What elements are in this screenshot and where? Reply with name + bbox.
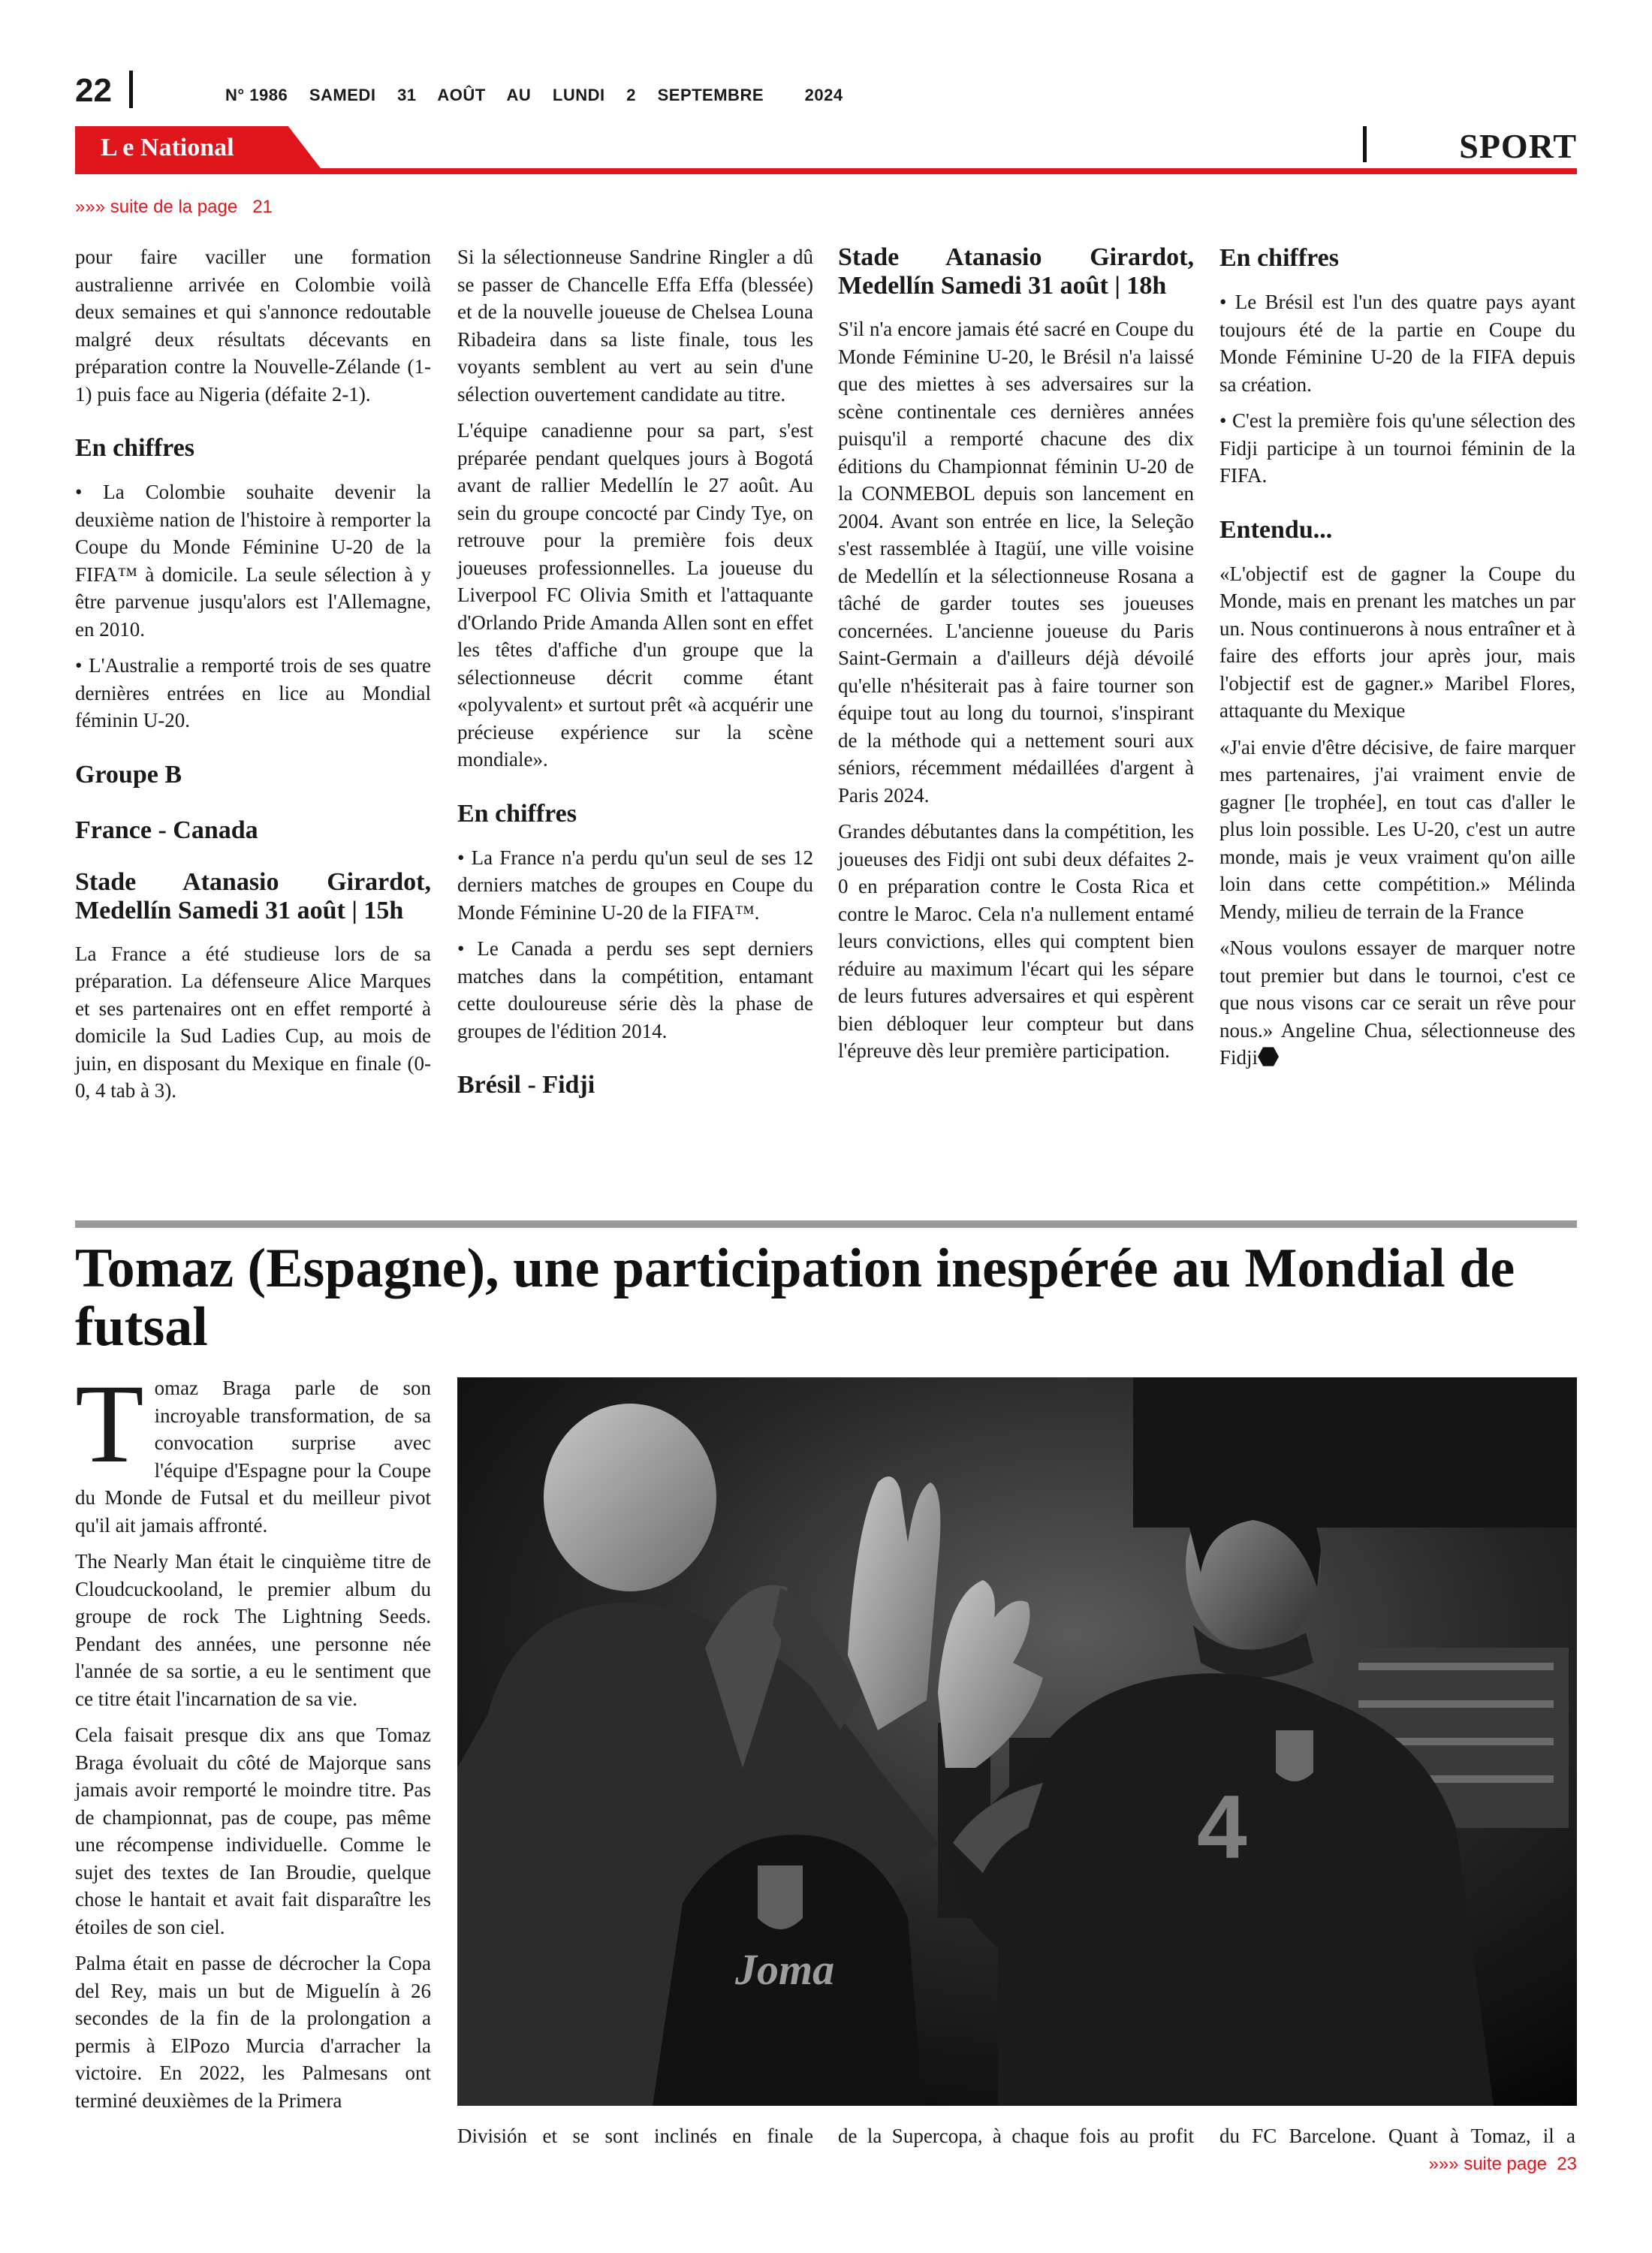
paragraph: S'il n'a encore jamais été sacré en Coupe du Monde Féminine U-20, le Brésil n'a laissé que des miettes à ses adversaires sur la scène continentale ces dernières années puisqu'il a remporté chacune des dix éditions du Championnat féminin U-20 de la CONMEBOL depuis son lancement en 2004. Avant son entrée en lice, la Seleção s'est rassemblée à Itagüí, une ville voisine de Medellín et la sélectionneuse Rosana a tâché de garder toutes ses joueuses concernées. L'ancienne joueuse du Paris Saint-Germain a d'ailleurs déjà dévoilé qu'elle n'hésiterait pas à faire tourner son équipe tout au long du tournoi, s'inspirant de la méthode qui a nettement souri aux séniors, récemment médaillées d'argent à Paris 2024. [838,318,1194,807]
section-divider [75,1220,1577,1228]
date-word: SEPTEMBRE [657,86,764,104]
section-separator [1363,126,1367,162]
continued-arrows: »»» [75,197,106,217]
quote [1219,934,1575,1072]
futsal-players-photo [457,1377,1577,2106]
paragraph: pour faire vaciller une formation australienne arrivée en Colombie voilà deux semaines et qui s'annonce redoutable malgré deux résultats décevants en préparation contre la Nouvelle-Zélande (1-1) puis face au Nigeria (défaite 2-1). [75,246,431,406]
subheading: En chiffres [1219,244,1339,272]
issue-info [225,86,860,105]
column-3 [838,243,1194,1074]
date-word: AOÛT [437,86,486,104]
subheading: Entendu... [1219,515,1333,544]
lead-paragraph [75,1362,431,1539]
fact-bullet: • Le Brésil est l'un des quatre pays ayant toujours été de la partie en Coupe du Monde Féminine U-20 de la FIFA depuis sa création. [1219,291,1575,396]
column-4 [1219,243,1575,1081]
newspaper-brand[interactable]: L e National [101,134,234,161]
quote: «L'objectif est de gagner la Coupe du Monde, mais en prenant les matches un par un. Nous continuerons à nous entraîner et à faire des efforts jour après jour, mais l'objectif est de gagner.» Maribel Flores, attaquante du Mexique [1219,562,1575,722]
quote-text: «Nous voulons essayer de marquer notre tout premier but dans le tournoi, c'est ce que nous visons car ce serait un rêve pour nous.» Angeline Chua, sélectionneuse des Fidji [1219,936,1575,1069]
paragraph: The Nearly Man était le cinquième titre de Cloudcuckooland, le premier album du groupe de rock The Lightning Seeds. Pendant des années, une personne née l'année de sa sortie, a eu le sentiment que ce titre était l'incarnation de sa vie. [75,1550,431,1710]
issue-number: N° 1986 [225,86,288,104]
brand-rule [75,168,1577,174]
article-column-1 [75,1362,431,2123]
column-1 [75,243,431,1114]
section-title: SPORT [1459,127,1577,165]
paragraph: Palma était en passe de décrocher la Copa del Rey, mais un but de Miguelín à 26 secondes de la fin de la prolongation a permis à ElPozo Murcia d'arracher la victoire. En 2022, les Palmesans ont terminé deuxièmes de la Primera [75,1952,431,2112]
article-end-icon [1258,1046,1279,1067]
venue-line: Stade Atanasio Girardot, [75,867,431,896]
header-separator [129,71,133,108]
date-word: AU [506,86,532,104]
date-word: SAMEDI [309,86,376,104]
paragraph: L'équipe canadienne pour sa part, s'est préparée pendant quelques jours à Bogotá avant de rallier Medellín le 27 août. Au sein du groupe concocté par Cindy Tye, on retrouve pour la première fois deux joueuses professionnelles. La joueuse du Liverpool FC Olivia Smith et l'attaquante d'Orlando Pride Amanda Allen sont en effet les têtes d'affiche d'un groupe que la sélectionneuse décrit comme étant «polyvalent» et surtout prêt «à acquérir une précieuse expérience sur la scène mondiale». [457,419,813,771]
column-2 [457,243,813,1115]
continued-page: 23 [1557,2154,1577,2174]
continued-from[interactable] [75,197,273,218]
continued-arrows: »»» [1428,2154,1459,2174]
lead-text: omaz Braga parle de son incroyable transformation, de sa convocation surprise avec l'équipe d'Espagne pour la Coupe du Monde de Futsal et du meilleur pivot qu'il ait jamais affronté. [75,1377,431,1537]
paragraph: Grandes débutantes dans la compétition, les joueuses des Fidji ont subi deux défaites 2-0 en préparation contre le Costa Rica et contre le Maroc. Cela n'a nullement entamé leurs convictions, elles qui comptent bien réduire au maximum l'écart qui les sépare de leurs futures adversaires et qui espèrent bien débloquer leur compteur but dans l'épreuve dès leur première participation. [838,820,1194,1062]
jersey-brand-text: Joma [735,1945,835,1994]
continued-label: suite de la page [110,197,238,217]
continued-page: 21 [252,197,273,217]
venue-line: Medellín Samedi 31 août | 15h [75,896,404,924]
continued-label: suite page [1464,2154,1547,2174]
article-headline: Tomaz (Espagne), une participation inespérée au Mondial de futsal [75,1238,1515,1358]
paragraph: Si la sélectionneuse Sandrine Ringler a dû se passer de Chancelle Effa Effa (blessée) et de la nouvelle joueuse de Chelsea Louna Ribadeira dans sa liste finale, tous les voyants semblent au vert au sein d'une sélection ouvertement candidate au titre. [457,246,813,406]
drop-cap: T [75,1362,144,1486]
brand-band [75,126,1577,171]
paragraph: Cela faisait presque dix ans que Tomaz Braga évoluait du côté de Majorque sans jamais avoir remporté le moindre titre. Pas de championnat, pas de coupe, pas même une récompense individuelle. Comme le sujet des textes de Ian Broudie, quelque chose le hantait et avait fait disparaître les étoiles de son ciel. [75,1724,431,1938]
page-number: 22 [75,72,112,109]
continued-on[interactable] [1428,2154,1577,2175]
issue-year: 2024 [804,86,843,104]
date-word: LUNDI [552,86,605,104]
article-continuation-line: du FC Barcelone. Quant à Tomaz, il a [1219,2125,1575,2147]
subheading: En chiffres [75,434,194,462]
article-continuation-line: de la Supercopa, à chaque fois au profit [838,2125,1194,2147]
fact-bullet: • La France n'a perdu qu'un seul de ses 12 derniers matches de groupes en Coupe du Monde Féminine U-20 de la FIFA™. [457,846,813,924]
match-heading: Brésil - Fidji [457,1071,595,1099]
date-word: 2 [626,86,636,104]
venue-line: Medellín Samedi 31 août | 18h [838,272,1167,300]
group-heading: Groupe B [75,760,182,789]
match-heading: France - Canada [75,816,258,844]
article-continuation-line: División et se sont inclinés en finale [457,2125,813,2147]
paragraph: La France a été studieuse lors de sa préparation. La défenseure Alice Marques et ses partenaires ont en effet remporté à domicile la Sud Ladies Cup, au mois de juin, en disposant du Mexique en finale (0-0, 4 tab à 3). [75,942,431,1102]
fact-bullet: • L'Australie a remporté trois de ses quatre dernières entrées en lice au Mondial féminin U-20. [75,654,431,731]
fact-bullet: • C'est la première fois qu'une sélection des Fidji participe à un tournoi féminin de la FIFA. [1219,409,1575,487]
jersey-number-text: 4 [1197,1777,1247,1878]
article-photo [457,1377,1577,2106]
fact-bullet: • La Colombie souhaite devenir la deuxième nation de l'histoire à remporter la Coupe du Monde Féminine U-20 de la FIFA™ à domicile. La seule sélection à y être parvenue jusqu'alors est l'Allemagne, en 2010. [75,481,431,641]
date-word: 31 [397,86,417,104]
quote: «J'ai envie d'être décisive, de faire marquer mes partenaires, j'ai vraiment envie de gagner [le trophée], en tout cas d'aller le plus loin possible. Les U-20, c'est un autre monde, mais je veux vraiment qu'on aille loin dans cette compétition.» Mélinda Mendy, milieu de terrain de la France [1219,735,1575,923]
subheading: En chiffres [457,799,577,828]
page-header [75,69,1577,114]
venue-line: Stade Atanasio Girardot, [838,243,1194,271]
venue-heading [75,868,431,925]
fact-bullet: • Le Canada a perdu ses sept derniers matches dans la compétition, entamant cette douloureuse série dès la phase de groupes de l'édition 2014. [457,937,813,1042]
venue-heading [838,243,1194,300]
